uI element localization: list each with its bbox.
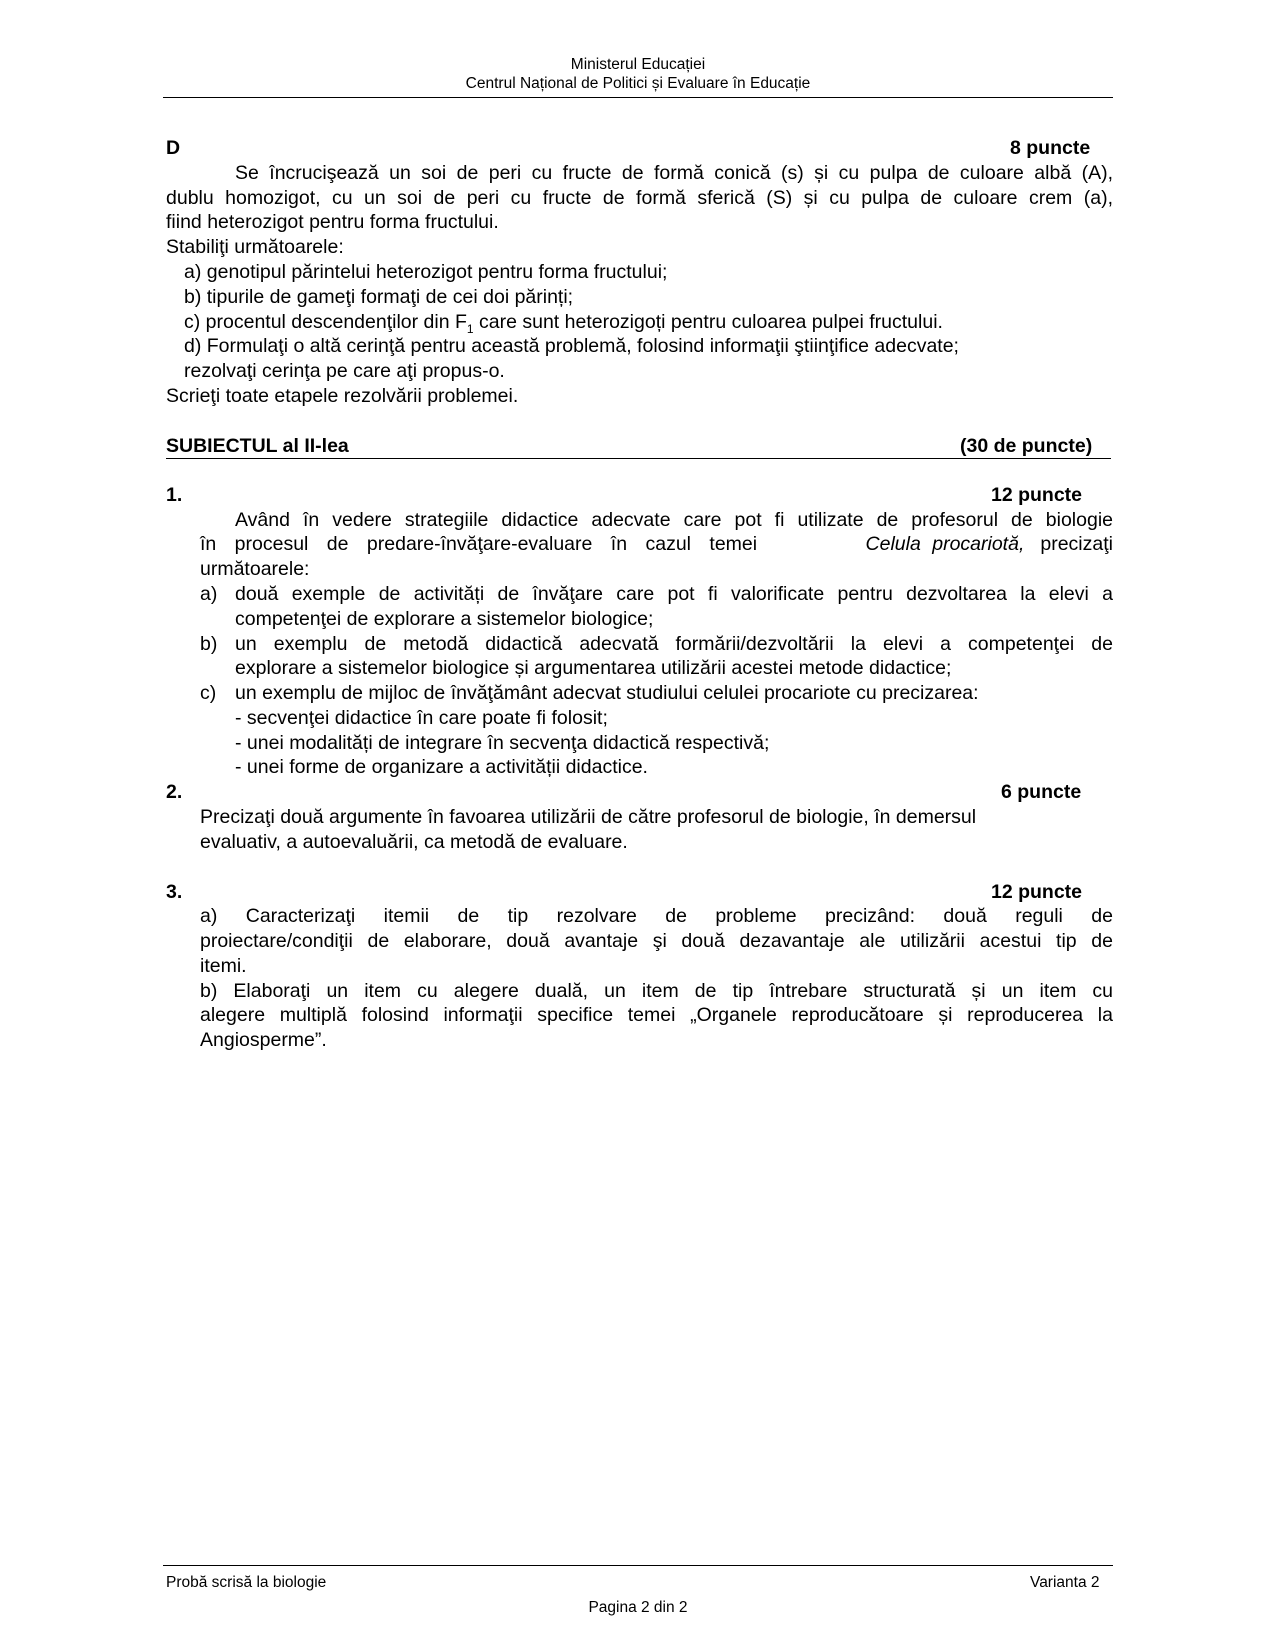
section-d-item-a: a) genotipul părintelui heterozigot pentru forma fructului;	[184, 261, 668, 283]
q1-intro-line2-pre: în procesul de predare-învăţare-evaluare în cazul temei	[200, 533, 758, 555]
q3-number: 3.	[166, 881, 183, 903]
q1-a-line1: două exemple de activități de învăţare care pot fi valorificate pentru dezvoltarea la elevi a	[235, 583, 1113, 605]
q3-a-line1: a) Caracterizaţi itemii de tip rezolvare de probleme precizând: două reguli de	[200, 905, 1113, 927]
section-d-label: D	[166, 137, 181, 159]
q1-b-line1: un exemplu de metodă didactică adecvată formării/dezvoltării la elevi a competenţei de	[235, 633, 1113, 655]
q1-intro-line3: următoarele:	[200, 558, 310, 580]
q1-c-dash3: - unei forme de organizare a activității didactice.	[235, 756, 648, 778]
footer-left: Probă scrisă la biologie	[166, 1574, 327, 1591]
q3-a-line2: proiectare/condiţii de elaborare, două avantaje şi două dezavantaje ale utilizării acestui tip de	[200, 930, 1113, 952]
q3-a-line3: itemi.	[200, 955, 247, 977]
q1-a-line2: competenţei de explorare a sistemelor biologice;	[235, 608, 654, 630]
subiect-points: (30 de puncte)	[960, 435, 1093, 457]
q2-line1: Precizaţi două argumente în favoarea utilizării de către profesorul de biologie, în demersul	[200, 806, 977, 828]
subiect-title: SUBIECTUL al II-lea	[166, 435, 349, 457]
q1-intro-line1: Având în vedere strategiile didactice adecvate care pot fi utilizate de profesorul de biologie	[235, 509, 1113, 531]
footer-variant: Varianta 2	[1030, 1574, 1100, 1591]
q1-c-dash1: - secvenţei didactice în care poate fi folosit;	[235, 707, 608, 729]
subscript-1: 1	[466, 321, 474, 336]
header-center: Centrul Național de Politici și Evaluare în Educație	[465, 75, 811, 92]
section-d-final: Scrieţi toate etapele rezolvării problemei.	[166, 385, 519, 407]
subiect-underline	[166, 458, 1111, 459]
footer-page-number: Pagina 2 din 2	[588, 1599, 688, 1616]
q1-topic: Celula procariotă,	[865, 533, 1025, 555]
q3-b-line3: Angiosperme”.	[200, 1029, 327, 1051]
footer-rule	[163, 1565, 1113, 1566]
section-d-line3: fiind heterozigot pentru forma fructului.	[166, 211, 499, 233]
section-d-points: 8 puncte	[1010, 137, 1091, 159]
q1-a-label: a)	[200, 583, 218, 605]
header-rule	[163, 97, 1113, 98]
section-d-item-c-pre: c) procentul descendenţilor din F	[184, 311, 467, 333]
section-d-line2: dublu homozigot, cu un soi de peri cu fructe de formă sferică (S) și cu pulpa de culoare crem (a),	[166, 187, 1113, 209]
q3-b-line1: b) Elaboraţi un item cu alegere duală, un item de tip întrebare structurată și un item cu	[200, 980, 1113, 1002]
q1-c-line1: un exemplu de mijloc de învăţământ adecvat studiului celulei procariote cu precizarea:	[235, 682, 979, 704]
q1-intro-line2-post: precizaţi	[1040, 533, 1113, 555]
q1-b-line2: explorare a sistemelor biologice și argumentarea utilizării acestei metode didactice;	[235, 657, 952, 679]
q3-b-line2: alegere multiplă folosind informaţii specifice temei „Organele reproducătoare și reproducerea la	[200, 1004, 1113, 1026]
q1-c-dash2: - unei modalități de integrare în secvenţa didactică respectivă;	[235, 732, 770, 754]
q2-number: 2.	[166, 781, 183, 803]
q1-b-label: b)	[200, 633, 218, 655]
section-d-item-c-post: care sunt heterozigoți pentru culoarea pulpei fructului.	[473, 311, 943, 333]
q1-points: 12 puncte	[991, 484, 1083, 506]
q1-number: 1.	[166, 484, 183, 506]
header-ministry: Ministerul Educației	[570, 56, 706, 73]
section-d-stabiliti: Stabiliţi următoarele:	[166, 236, 344, 258]
q2-points: 6 puncte	[1001, 781, 1082, 803]
section-d-item-d-line1: d) Formulaţi o altă cerinţă pentru această problemă, folosind informaţii ştiinţifice adecvate;	[184, 335, 959, 357]
section-d-line1: Se încrucişează un soi de peri cu fructe de formă conică (s) și cu pulpa de culoare albă (A),	[235, 162, 1113, 184]
q2-line2: evaluativ, a autoevaluării, ca metodă de evaluare.	[200, 831, 628, 853]
q1-intro-line2	[200, 532, 1113, 557]
section-d-item-b: b) tipurile de gameţi formaţi de cei doi părinți;	[184, 286, 574, 308]
q3-points: 12 puncte	[991, 881, 1083, 903]
section-d-item-d-line2: rezolvaţi cerinţa pe care aţi propus-o.	[184, 360, 505, 382]
q1-c-label: c)	[200, 682, 217, 704]
